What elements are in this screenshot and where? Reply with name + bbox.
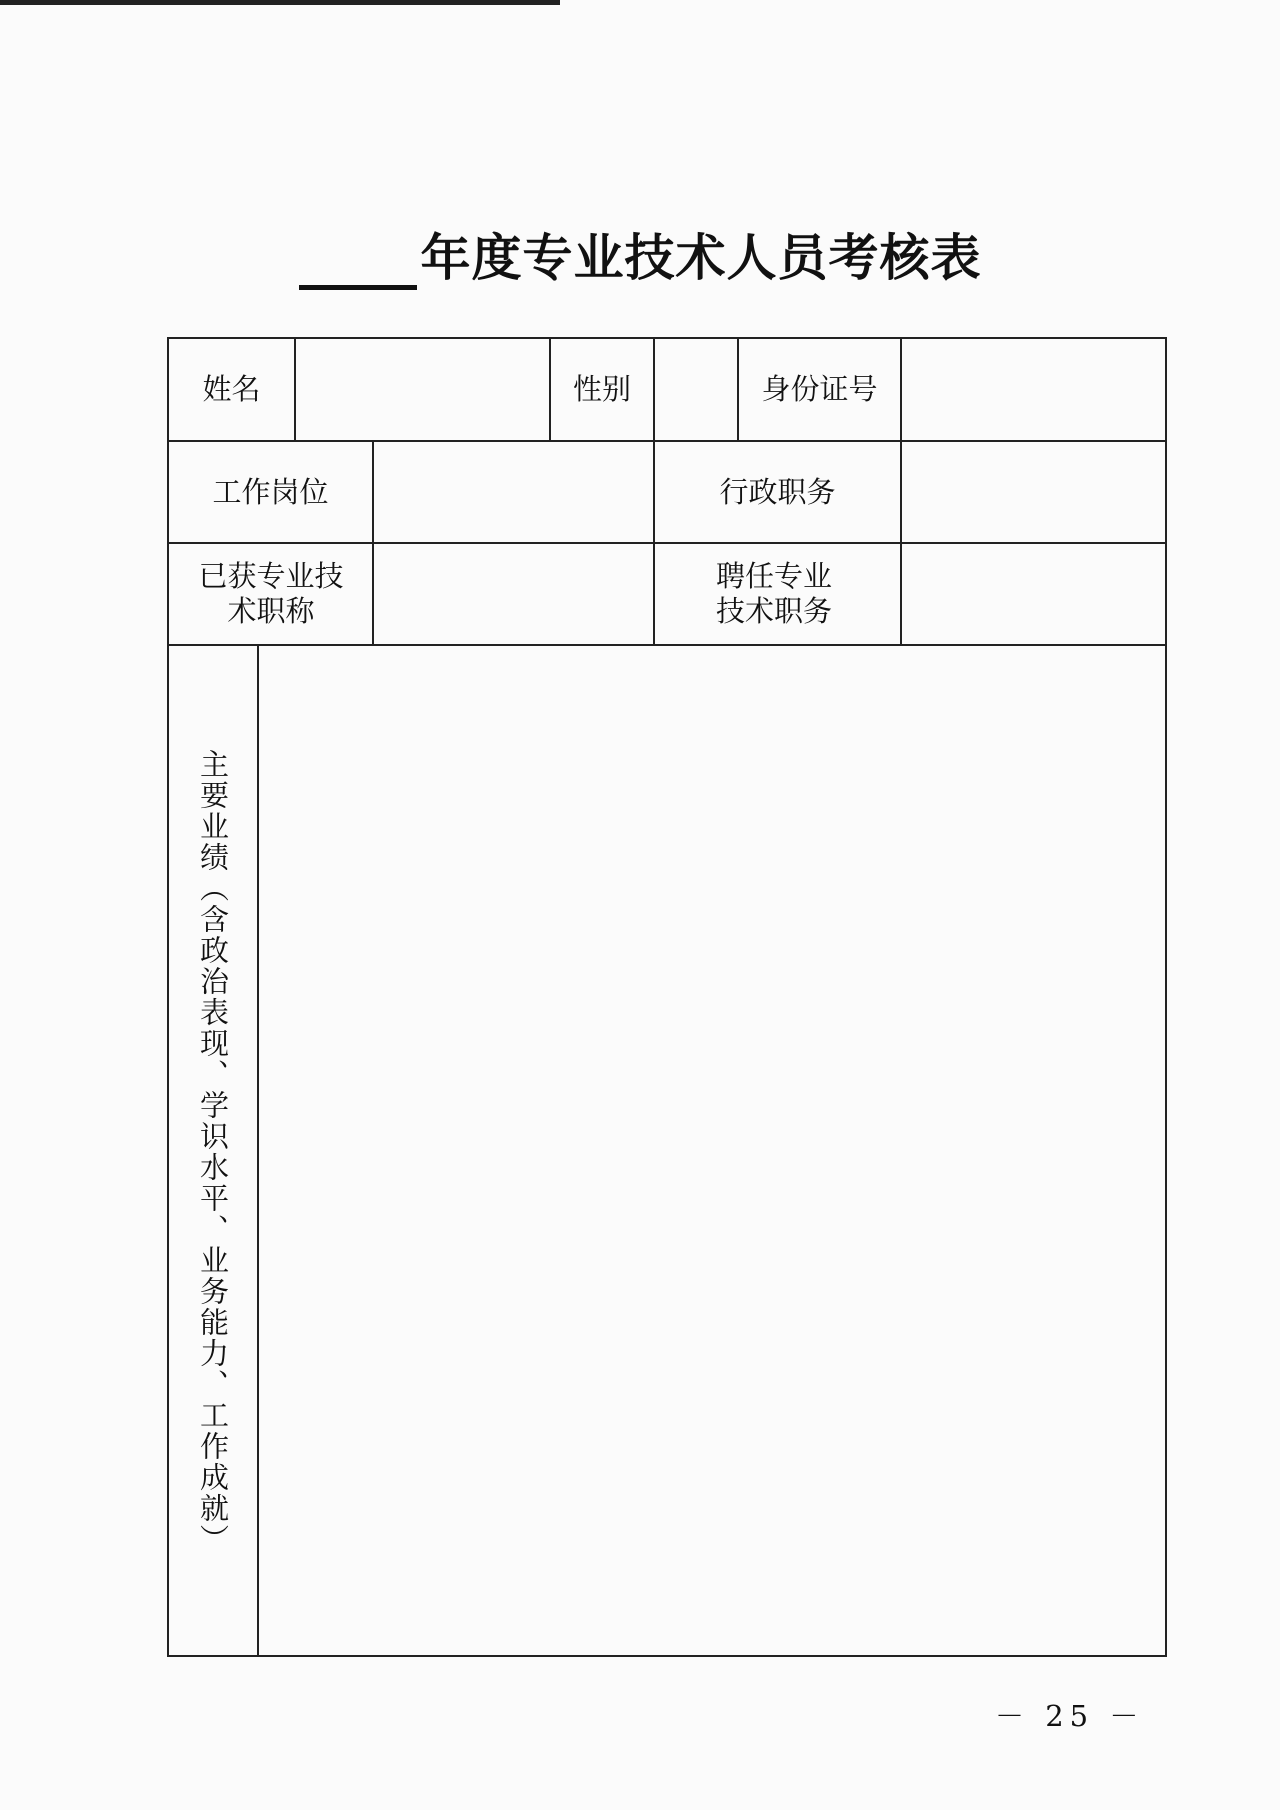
id-number-label: 身份证号 — [761, 372, 878, 406]
top-edge-rule — [0, 0, 560, 5]
appointed-duty-field[interactable] — [902, 544, 1165, 644]
name-label: 姓名 — [202, 372, 261, 406]
admin-duty-label: 行政职务 — [719, 474, 836, 509]
appointed-duty-label: 聘任专业技术职务 — [715, 559, 832, 628]
work-position-field[interactable] — [374, 442, 653, 542]
form-title-text: 年度专业技术人员考核表 — [420, 229, 982, 287]
achievements-label — [169, 646, 257, 1657]
year-blank-field[interactable] — [299, 237, 417, 290]
gender-label: 性别 — [572, 372, 631, 406]
obtained-title-label: 已获专业技术职称 — [198, 559, 344, 628]
admin-duty-field[interactable] — [902, 442, 1165, 542]
obtained-title-field[interactable] — [374, 544, 653, 644]
form-title — [0, 218, 1280, 290]
achievements-field[interactable] — [259, 646, 1165, 1657]
achievements-label-text: 主要业绩（含政治表现、学识水平、业务能力、工作成就） — [196, 748, 230, 1555]
id-number-field[interactable] — [902, 339, 1165, 440]
work-position-label: 工作岗位 — [212, 474, 329, 509]
assessment-form-table — [167, 337, 1167, 1657]
page-number: － 25 － — [995, 1699, 1145, 1733]
gender-field[interactable] — [655, 339, 737, 440]
name-field[interactable] — [296, 339, 549, 440]
